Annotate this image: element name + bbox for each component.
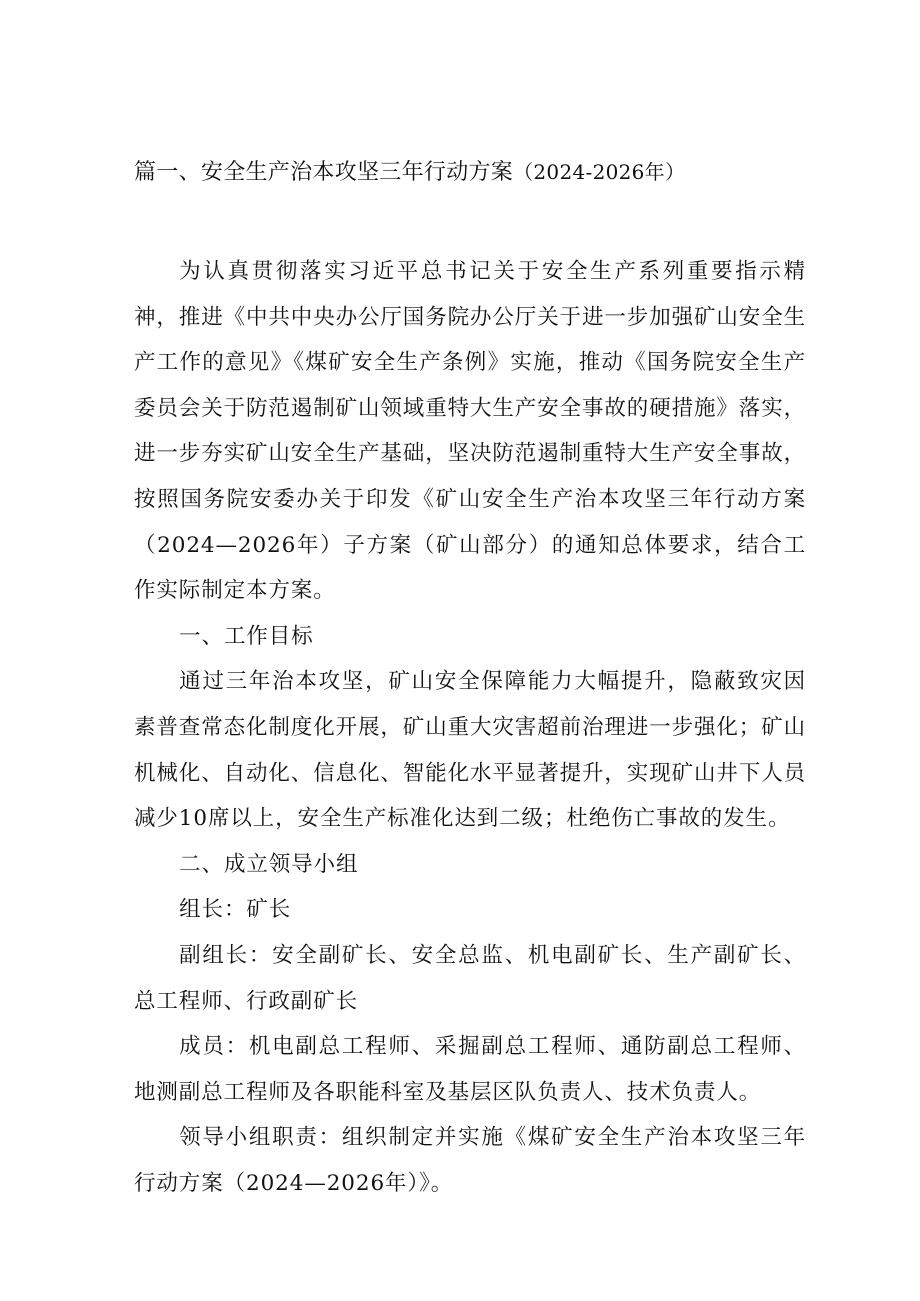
paragraph-goals: 通过三年治本攻坚，矿山安全保障能力大幅提升，隐蔽致灾因素普查常态化制度化开展，矿山重大灾害超前治理进一步强化；矿山机械化、自动化、信息化、智能化水平显著提升，实现矿山井下人员减少10席以上，安全生产标准化达到二级；杜绝伤亡事故的发生。	[134, 669, 807, 832]
document-title-year: （2024-2026年）	[513, 160, 686, 184]
section-heading-leadership: 二、成立领导小组	[179, 851, 359, 877]
section-heading-goals: 一、工作目标	[179, 623, 314, 649]
document-title-main: 篇一、安全生产治本攻坚三年行动方案	[134, 160, 514, 185]
paragraph-members: 成员：机电副总工程师、采掘副总工程师、通防副总工程师、地测副总工程师及各职能科室及基层区队负责人、技术负责人。	[134, 1034, 806, 1105]
paragraph-deputy-leaders: 副组长：安全副矿长、安全总监、机电副矿长、生产副矿长、总工程师、行政副矿长	[134, 942, 806, 1014]
paragraph-group-leader: 组长：矿长	[179, 897, 292, 923]
document-title	[134, 156, 834, 189]
paragraph-intro: 为认真贯彻落实习近平总书记关于安全生产系列重要指示精神，推进《中共中央办公厅国务院办公厅关于进一步加强矿山安全生产工作的意见》《煤矿安全生产条例》实施，推动《国务院安全生产委员会关于防范遏制矿山领域重特大生产安全事故的硬措施》落实，进一步夯实矿山安全生产基础，坚决防范遏制重特大生产安全事故，按照国务院安委办关于印发《矿山安全生产治本攻坚三年行动方案（2024—2026年）子方案（矿山部分）的通知总体要求，结合工作实际制定本方案。	[134, 259, 807, 604]
paragraph-group-duties: 领导小组职责：组织制定并实施《煤矿安全生产治本攻坚三年行动方案（2024—2026年）》。	[134, 1125, 806, 1196]
document-body	[134, 249, 806, 1206]
